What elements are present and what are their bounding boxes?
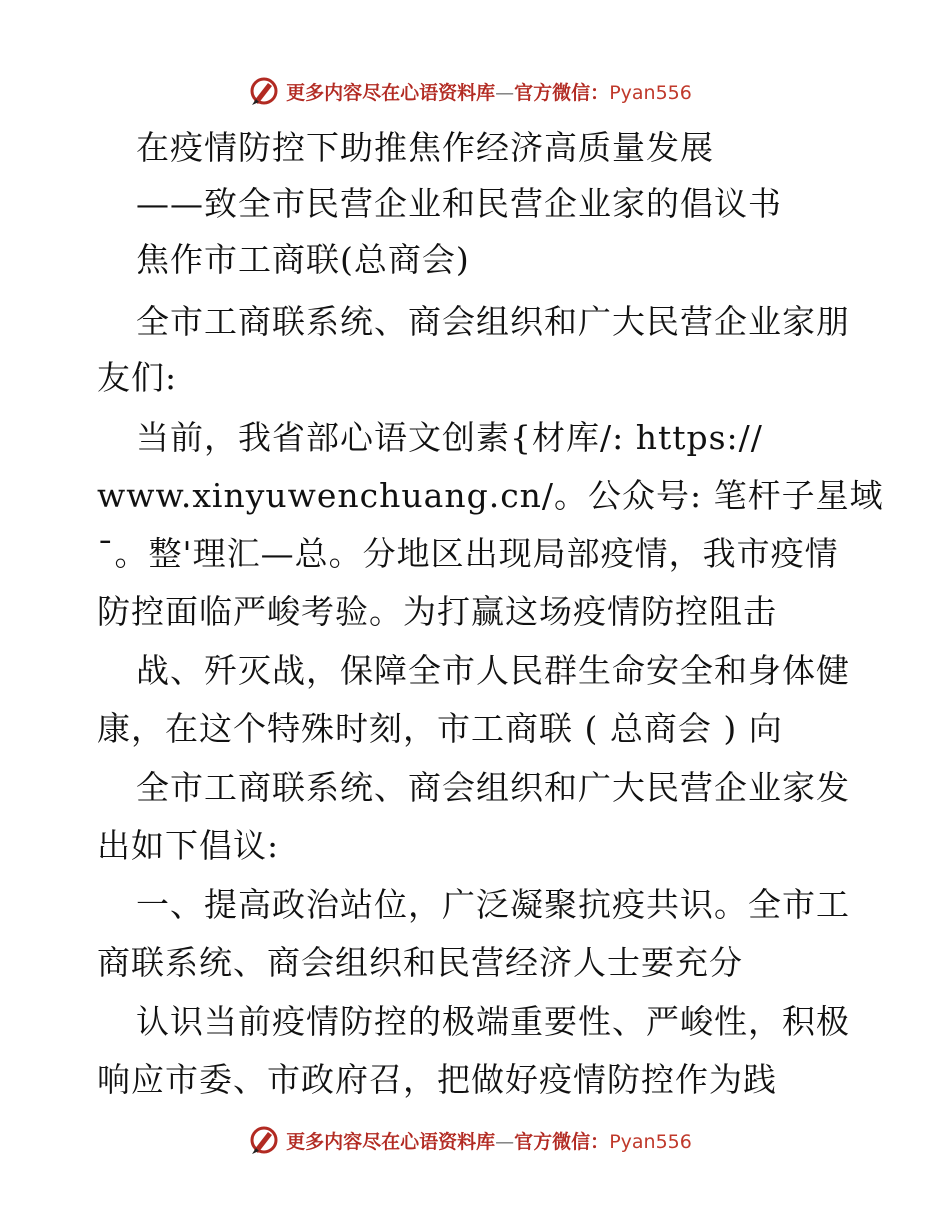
doc-line: 全市工商联系统、商会组织和广大民营企业家朋 xyxy=(136,302,850,341)
header-watermark-banner xyxy=(0,71,950,111)
doc-line: 出如下倡议: xyxy=(97,826,280,865)
pen-logo-icon xyxy=(248,75,280,107)
doc-line: 认识当前疫情防控的极端重要性、严峻性，积极 xyxy=(136,1002,850,1041)
doc-line: 当前，我省部心语文创素{材库/: https:// xyxy=(136,418,763,457)
doc-line: www.xinyuwenchuang.cn/。公众号: 笔杆子星域 xyxy=(97,476,884,515)
doc-line: 响应市委、市政府召，把做好疫情防控作为践 xyxy=(97,1060,777,1099)
doc-line: 友们: xyxy=(97,358,178,397)
doc-line: 防控面临严峻考验。为打赢这场疫情防控阻击 xyxy=(97,592,777,631)
doc-author: 焦作市工商联(总商会) xyxy=(136,240,470,279)
watermark-text: 更多内容尽在心语资料库—官方微信：Pyan556 xyxy=(286,81,692,104)
doc-line: 一、提高政治站位，广泛凝聚抗疫共识。全市工 xyxy=(136,885,850,924)
doc-subtitle: ——致全市民营企业和民营企业家的倡议书 xyxy=(136,184,782,223)
footer-watermark-banner xyxy=(0,1120,950,1160)
watermark-text: 更多内容尽在心语资料库—官方微信：Pyan556 xyxy=(286,1130,692,1153)
doc-line: 康，在这个特殊时刻，市工商联 ( 总商会 ) 向 xyxy=(97,709,783,748)
doc-line: 战、歼灭战，保障全市人民群生命安全和身体健 xyxy=(136,651,850,690)
doc-line: ¯。整'理汇—总。分地区出现局部疫情，我市疫情 xyxy=(97,534,839,573)
doc-line: 商联系统、商会组织和民营经济人士要充分 xyxy=(97,943,743,982)
pen-logo-icon xyxy=(248,1124,280,1156)
doc-title: 在疫情防控下助推焦作经济高质量发展 xyxy=(136,128,714,167)
doc-line: 全市工商联系统、商会组织和广大民营企业家发 xyxy=(136,768,850,807)
